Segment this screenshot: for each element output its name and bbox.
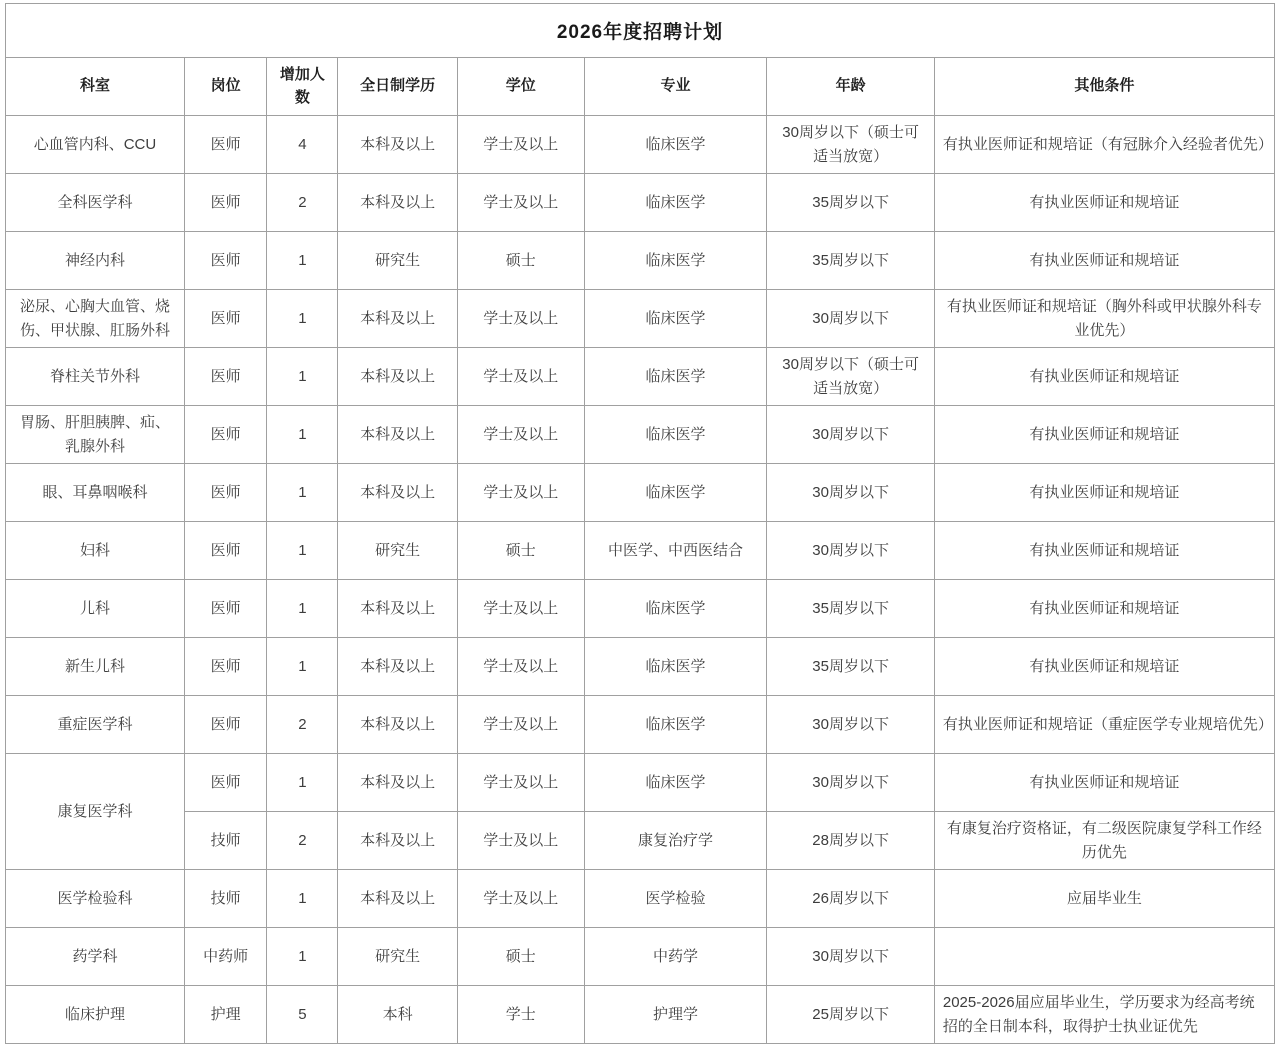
cell-position: 医师 (184, 522, 266, 580)
cell-headcount: 5 (267, 986, 338, 1044)
cell-other: 有执业医师证和规培证 (934, 348, 1274, 406)
cell-other: 有执业医师证和规培证 (934, 174, 1274, 232)
cell-department: 神经内科 (6, 232, 185, 290)
cell-other: 2025-2026届应届毕业生，学历要求为经高考统招的全日制本科，取得护士执业证优先 (934, 986, 1274, 1044)
cell-headcount: 1 (267, 754, 338, 812)
table-row (6, 116, 1275, 174)
cell-department: 眼、耳鼻咽喉科 (6, 464, 185, 522)
cell-other: 有执业医师证和规培证 (934, 754, 1274, 812)
col-header-age: 年龄 (767, 58, 935, 116)
cell-position: 医师 (184, 232, 266, 290)
cell-department: 康复医学科 (6, 754, 185, 870)
col-header-education: 全日制学历 (338, 58, 457, 116)
cell-headcount: 1 (267, 406, 338, 464)
cell-position: 医师 (184, 696, 266, 754)
cell-headcount: 1 (267, 464, 338, 522)
cell-department: 心血管内科、CCU (6, 116, 185, 174)
table-row (6, 522, 1275, 580)
cell-major: 临床医学 (584, 580, 767, 638)
page-title: 2026年度招聘计划 (6, 4, 1275, 58)
cell-other: 有执业医师证和规培证 (934, 580, 1274, 638)
cell-department: 胃肠、肝胆胰脾、疝、乳腺外科 (6, 406, 185, 464)
cell-degree: 学士及以上 (457, 754, 584, 812)
cell-major: 临床医学 (584, 232, 767, 290)
cell-headcount: 1 (267, 928, 338, 986)
cell-position: 医师 (184, 348, 266, 406)
cell-education: 本科及以上 (338, 696, 457, 754)
col-header-degree: 学位 (457, 58, 584, 116)
column-header-row (6, 58, 1275, 116)
table-row (6, 638, 1275, 696)
cell-major: 临床医学 (584, 348, 767, 406)
cell-headcount: 4 (267, 116, 338, 174)
table-row (6, 174, 1275, 232)
cell-headcount: 2 (267, 696, 338, 754)
cell-major: 临床医学 (584, 116, 767, 174)
cell-position: 技师 (184, 870, 266, 928)
cell-major: 中医学、中西医结合 (584, 522, 767, 580)
cell-age: 35周岁以下 (767, 232, 935, 290)
table-row (6, 290, 1275, 348)
cell-age: 30周岁以下 (767, 406, 935, 464)
cell-education: 本科及以上 (338, 580, 457, 638)
cell-age: 30周岁以下（硕士可适当放宽） (767, 348, 935, 406)
cell-degree: 硕士 (457, 522, 584, 580)
cell-age: 25周岁以下 (767, 986, 935, 1044)
cell-age: 30周岁以下 (767, 928, 935, 986)
cell-education: 研究生 (338, 232, 457, 290)
cell-degree: 学士及以上 (457, 870, 584, 928)
cell-degree: 学士及以上 (457, 464, 584, 522)
cell-position: 技师 (184, 812, 266, 870)
cell-position: 护理 (184, 986, 266, 1044)
cell-education: 研究生 (338, 928, 457, 986)
table-row (6, 696, 1275, 754)
cell-department: 脊柱关节外科 (6, 348, 185, 406)
cell-position: 中药师 (184, 928, 266, 986)
cell-department: 儿科 (6, 580, 185, 638)
cell-major: 临床医学 (584, 406, 767, 464)
cell-position: 医师 (184, 464, 266, 522)
cell-headcount: 1 (267, 580, 338, 638)
recruitment-plan-table (5, 3, 1275, 1044)
cell-age: 35周岁以下 (767, 174, 935, 232)
cell-education: 本科 (338, 986, 457, 1044)
table-row (6, 348, 1275, 406)
table-row (6, 580, 1275, 638)
cell-position: 医师 (184, 638, 266, 696)
cell-degree: 学士及以上 (457, 638, 584, 696)
cell-age: 35周岁以下 (767, 638, 935, 696)
cell-department: 全科医学科 (6, 174, 185, 232)
cell-other: 有执业医师证和规培证 (934, 638, 1274, 696)
cell-age: 30周岁以下 (767, 464, 935, 522)
cell-other: 有执业医师证和规培证 (934, 232, 1274, 290)
cell-major: 临床医学 (584, 754, 767, 812)
table-row (6, 406, 1275, 464)
table-row (6, 754, 1275, 812)
col-header-department: 科室 (6, 58, 185, 116)
table-row (6, 232, 1275, 290)
cell-headcount: 1 (267, 870, 338, 928)
cell-age: 35周岁以下 (767, 580, 935, 638)
cell-headcount: 1 (267, 232, 338, 290)
cell-major: 临床医学 (584, 464, 767, 522)
col-header-other: 其他条件 (934, 58, 1274, 116)
title-row (6, 4, 1275, 58)
cell-degree: 学士及以上 (457, 696, 584, 754)
cell-education: 本科及以上 (338, 116, 457, 174)
cell-position: 医师 (184, 290, 266, 348)
cell-major: 医学检验 (584, 870, 767, 928)
cell-education: 本科及以上 (338, 638, 457, 696)
cell-age: 30周岁以下 (767, 522, 935, 580)
cell-major: 临床医学 (584, 696, 767, 754)
cell-education: 本科及以上 (338, 406, 457, 464)
cell-major: 护理学 (584, 986, 767, 1044)
cell-department: 重症医学科 (6, 696, 185, 754)
cell-degree: 学士 (457, 986, 584, 1044)
cell-education: 本科及以上 (338, 290, 457, 348)
cell-degree: 学士及以上 (457, 290, 584, 348)
table-row (6, 812, 1275, 870)
table-body (6, 116, 1275, 1044)
cell-headcount: 1 (267, 522, 338, 580)
cell-other: 有执业医师证和规培证（重症医学专业规培优先） (934, 696, 1274, 754)
cell-education: 本科及以上 (338, 174, 457, 232)
cell-other: 应届毕业生 (934, 870, 1274, 928)
cell-degree: 硕士 (457, 928, 584, 986)
cell-age: 30周岁以下（硕士可适当放宽） (767, 116, 935, 174)
cell-education: 本科及以上 (338, 870, 457, 928)
cell-education: 本科及以上 (338, 348, 457, 406)
cell-department: 临床护理 (6, 986, 185, 1044)
cell-headcount: 1 (267, 290, 338, 348)
cell-department: 医学检验科 (6, 870, 185, 928)
table-row (6, 870, 1275, 928)
cell-department: 泌尿、心胸大血管、烧伤、甲状腺、肛肠外科 (6, 290, 185, 348)
cell-position: 医师 (184, 406, 266, 464)
cell-major: 临床医学 (584, 638, 767, 696)
cell-headcount: 2 (267, 812, 338, 870)
col-header-headcount: 增加人数 (267, 58, 338, 116)
cell-other: 有执业医师证和规培证 (934, 522, 1274, 580)
cell-other: 有执业医师证和规培证（有冠脉介入经验者优先） (934, 116, 1274, 174)
cell-headcount: 1 (267, 638, 338, 696)
cell-degree: 学士及以上 (457, 580, 584, 638)
cell-degree: 学士及以上 (457, 348, 584, 406)
cell-department: 药学科 (6, 928, 185, 986)
table-row (6, 986, 1275, 1044)
cell-other: 有执业医师证和规培证 (934, 406, 1274, 464)
cell-other (934, 928, 1274, 986)
cell-degree: 学士及以上 (457, 174, 584, 232)
cell-education: 本科及以上 (338, 812, 457, 870)
cell-degree: 学士及以上 (457, 406, 584, 464)
cell-degree: 学士及以上 (457, 812, 584, 870)
cell-age: 30周岁以下 (767, 290, 935, 348)
cell-headcount: 2 (267, 174, 338, 232)
cell-position: 医师 (184, 580, 266, 638)
cell-department: 妇科 (6, 522, 185, 580)
col-header-major: 专业 (584, 58, 767, 116)
col-header-position: 岗位 (184, 58, 266, 116)
cell-other: 有执业医师证和规培证 (934, 464, 1274, 522)
cell-position: 医师 (184, 754, 266, 812)
cell-major: 临床医学 (584, 174, 767, 232)
cell-degree: 硕士 (457, 232, 584, 290)
cell-education: 本科及以上 (338, 754, 457, 812)
cell-age: 30周岁以下 (767, 754, 935, 812)
cell-headcount: 1 (267, 348, 338, 406)
cell-education: 本科及以上 (338, 464, 457, 522)
cell-age: 28周岁以下 (767, 812, 935, 870)
cell-education: 研究生 (338, 522, 457, 580)
table-row (6, 464, 1275, 522)
cell-position: 医师 (184, 174, 266, 232)
cell-degree: 学士及以上 (457, 116, 584, 174)
cell-age: 26周岁以下 (767, 870, 935, 928)
cell-age: 30周岁以下 (767, 696, 935, 754)
cell-other: 有康复治疗资格证，有二级医院康复学科工作经历优先 (934, 812, 1274, 870)
cell-major: 康复治疗学 (584, 812, 767, 870)
cell-position: 医师 (184, 116, 266, 174)
cell-major: 中药学 (584, 928, 767, 986)
cell-department: 新生儿科 (6, 638, 185, 696)
table-row (6, 928, 1275, 986)
cell-other: 有执业医师证和规培证（胸外科或甲状腺外科专业优先） (934, 290, 1274, 348)
cell-major: 临床医学 (584, 290, 767, 348)
